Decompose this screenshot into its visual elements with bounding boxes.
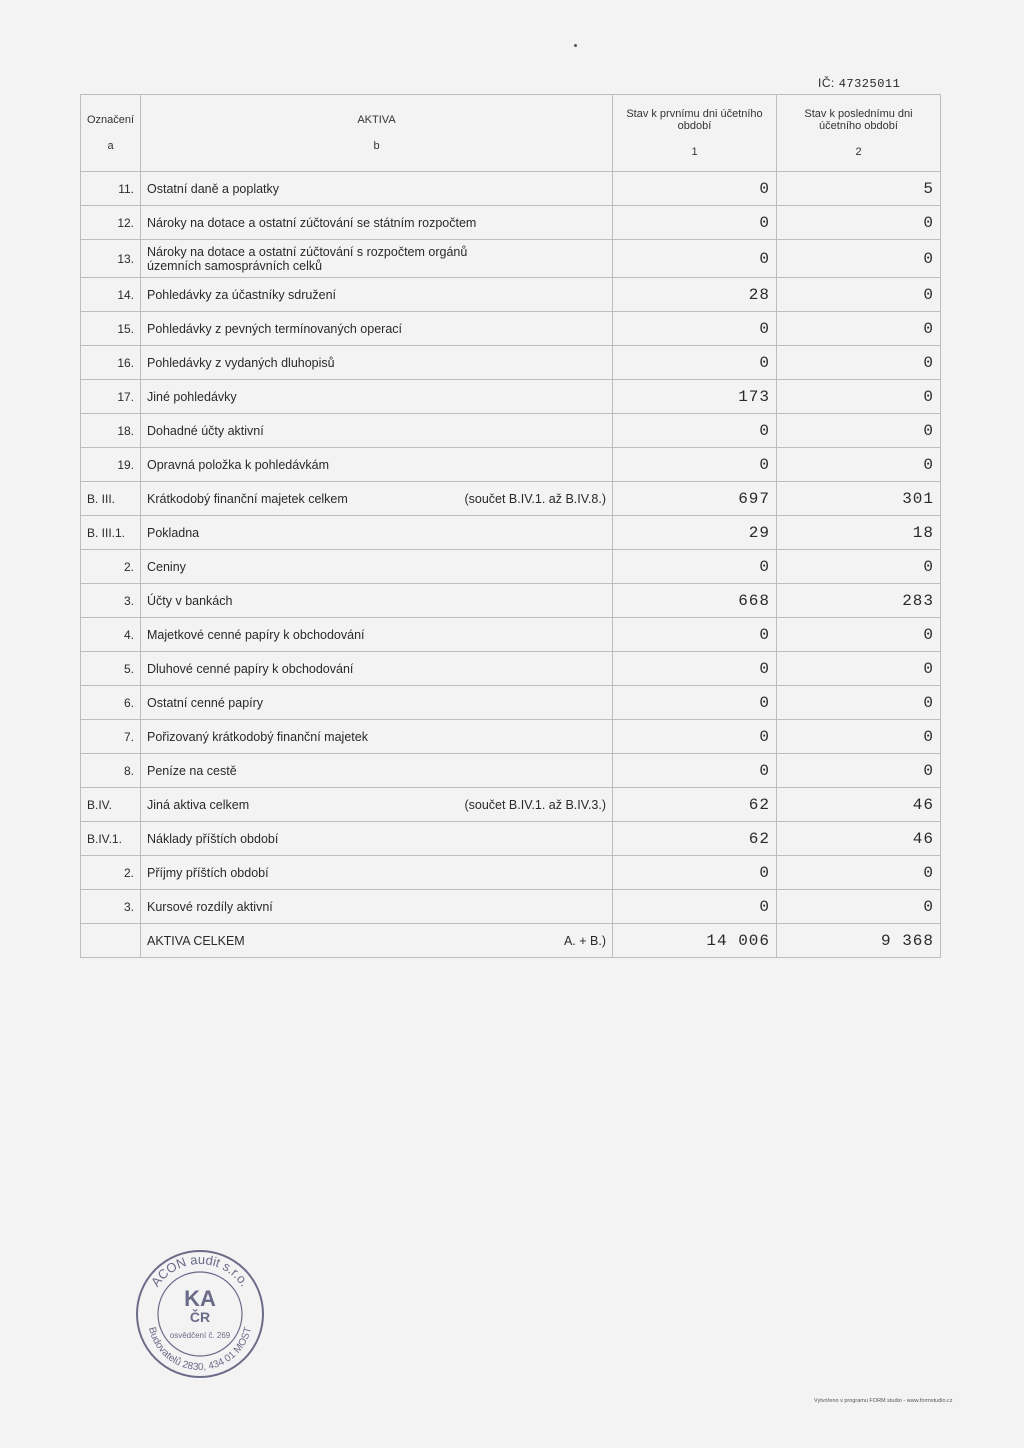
row-code: 13. — [81, 240, 141, 278]
row-description — [141, 278, 613, 312]
value-last-day: 283 — [777, 584, 941, 618]
value-last-day: 0 — [777, 856, 941, 890]
value-first-day: 28 — [613, 278, 777, 312]
row-description — [141, 414, 613, 448]
row-description — [141, 240, 613, 278]
row-code: 7. — [81, 720, 141, 754]
value-first-day: 0 — [613, 312, 777, 346]
row-description — [141, 172, 613, 206]
stamp-ring-bottom-text: Budovatelů 2830, 434 01 MOST — [145, 1325, 255, 1374]
row-description — [141, 720, 613, 754]
header-last-day: Stav k poslednímu dni účetního období 2 — [777, 95, 941, 172]
row-code: B.IV. — [81, 788, 141, 822]
value-first-day: 668 — [613, 584, 777, 618]
table-row — [81, 822, 941, 856]
row-description-text: Nároky na dotace a ostatní zúčtování se státním rozpočtem — [147, 215, 477, 230]
value-first-day: 0 — [613, 240, 777, 278]
row-description-text: Pořizovaný krátkodobý finanční majetek — [147, 729, 368, 744]
row-description-text: Ceniny — [147, 559, 186, 574]
row-note: (součet B.IV.1. až B.IV.8.) — [464, 491, 606, 506]
table-row — [81, 924, 941, 958]
row-description — [141, 822, 613, 856]
value-last-day: 0 — [777, 720, 941, 754]
row-note: A. + B.) — [563, 933, 606, 948]
row-description — [141, 448, 613, 482]
row-description — [141, 550, 613, 584]
row-description-text: Pohledávky z pevných termínovaných operací — [147, 321, 402, 336]
row-code: 2. — [81, 550, 141, 584]
table-row — [81, 240, 941, 278]
table-row — [81, 448, 941, 482]
row-description — [141, 754, 613, 788]
table-row — [81, 516, 941, 550]
value-last-day: 301 — [777, 482, 941, 516]
row-description-text: Kursové rozdíly aktivní — [147, 899, 273, 914]
row-code: 11. — [81, 172, 141, 206]
value-first-day: 173 — [613, 380, 777, 414]
table-row — [81, 686, 941, 720]
value-last-day: 0 — [777, 686, 941, 720]
row-description-text: Pohledávky z vydaných dluhopisů — [147, 355, 335, 370]
row-description — [141, 618, 613, 652]
row-description-text: Příjmy příštích období — [147, 865, 269, 880]
value-last-day: 18 — [777, 516, 941, 550]
value-last-day: 46 — [777, 788, 941, 822]
row-description-text: Náklady příštích období — [147, 831, 279, 846]
row-code: 8. — [81, 754, 141, 788]
value-first-day: 0 — [613, 754, 777, 788]
value-first-day: 0 — [613, 720, 777, 754]
row-description — [141, 686, 613, 720]
table-row — [81, 312, 941, 346]
row-description-text: Nároky na dotace a ostatní zúčtování s rozpočtem orgánů územních samosprávních celků — [147, 244, 468, 273]
table-row — [81, 720, 941, 754]
table-row — [81, 550, 941, 584]
table-row — [81, 172, 941, 206]
row-description-text: Účty v bankách — [147, 593, 233, 608]
row-code: 2. — [81, 856, 141, 890]
row-code: 3. — [81, 584, 141, 618]
table-row — [81, 652, 941, 686]
row-description — [141, 584, 613, 618]
row-description-text: Dluhové cenné papíry k obchodování — [147, 661, 354, 676]
value-first-day: 0 — [613, 686, 777, 720]
value-first-day: 0 — [613, 172, 777, 206]
value-last-day: 0 — [777, 278, 941, 312]
table-row — [81, 754, 941, 788]
value-last-day: 0 — [777, 652, 941, 686]
value-first-day: 29 — [613, 516, 777, 550]
row-description — [141, 890, 613, 924]
value-first-day: 62 — [613, 822, 777, 856]
value-last-day: 0 — [777, 550, 941, 584]
value-last-day: 0 — [777, 380, 941, 414]
header-designation: Označení a — [81, 95, 141, 172]
row-description-text: AKTIVA CELKEM — [147, 933, 245, 948]
stamp-logo-top: KA — [184, 1286, 216, 1311]
row-description — [141, 346, 613, 380]
value-first-day: 0 — [613, 652, 777, 686]
value-last-day: 5 — [777, 172, 941, 206]
ic-label: IČ: — [818, 76, 835, 90]
value-first-day: 0 — [613, 856, 777, 890]
row-description-text: Peníze na cestě — [147, 763, 237, 778]
row-description — [141, 788, 613, 822]
table-row — [81, 482, 941, 516]
value-last-day: 0 — [777, 754, 941, 788]
row-description-text: Majetkové cenné papíry k obchodování — [147, 627, 365, 642]
table-row — [81, 380, 941, 414]
value-last-day: 0 — [777, 890, 941, 924]
stamp-logo-bottom: ČR — [189, 1309, 211, 1325]
row-description-text: Jiná aktiva celkem — [147, 797, 250, 812]
row-description-text: Ostatní daně a poplatky — [147, 181, 280, 196]
value-first-day: 0 — [613, 206, 777, 240]
row-description — [141, 380, 613, 414]
row-code: 17. — [81, 380, 141, 414]
row-note: (součet B.IV.1. až B.IV.3.) — [464, 797, 606, 812]
row-description — [141, 482, 613, 516]
row-code: 19. — [81, 448, 141, 482]
row-code: 14. — [81, 278, 141, 312]
table-row — [81, 618, 941, 652]
row-code: 5. — [81, 652, 141, 686]
table-row — [81, 346, 941, 380]
row-code: 12. — [81, 206, 141, 240]
value-last-day: 0 — [777, 414, 941, 448]
row-code: B. III. — [81, 482, 141, 516]
value-last-day: 9 368 — [777, 924, 941, 958]
value-last-day: 0 — [777, 206, 941, 240]
value-first-day: 62 — [613, 788, 777, 822]
value-first-day: 0 — [613, 890, 777, 924]
row-description — [141, 312, 613, 346]
assets-table — [80, 94, 941, 958]
value-last-day: 0 — [777, 618, 941, 652]
header-first-day: Stav k prvnímu dni účetního období 1 — [613, 95, 777, 172]
ic-number — [818, 76, 900, 91]
stamp-ring-top-text: ACON audit s.r.o. — [147, 1251, 253, 1290]
row-code — [81, 924, 141, 958]
value-first-day: 0 — [613, 618, 777, 652]
row-description — [141, 652, 613, 686]
row-code: 18. — [81, 414, 141, 448]
ic-value: 47325011 — [838, 77, 901, 91]
auditor-stamp — [134, 1248, 266, 1380]
value-first-day: 697 — [613, 482, 777, 516]
row-description-text: Jiné pohledávky — [147, 389, 237, 404]
value-first-day: 0 — [613, 448, 777, 482]
value-first-day: 0 — [613, 346, 777, 380]
value-last-day: 0 — [777, 448, 941, 482]
table-row — [81, 890, 941, 924]
table-header-row — [81, 95, 941, 172]
footer-note: Vytvořeno v programu FORM studio - www.formstudio.cz — [814, 1398, 953, 1404]
row-description-text: Pohledávky za účastníky sdružení — [147, 287, 336, 302]
row-description — [141, 856, 613, 890]
row-code: B.IV.1. — [81, 822, 141, 856]
scan-speck — [574, 44, 577, 47]
row-description-text: Opravná položka k pohledávkám — [147, 457, 330, 472]
value-first-day: 14 006 — [613, 924, 777, 958]
value-last-day: 0 — [777, 240, 941, 278]
stamp-cert: osvědčení č. 269 — [169, 1331, 231, 1340]
header-assets: AKTIVA b — [141, 95, 613, 172]
table-row — [81, 206, 941, 240]
row-description-text: Dohadné účty aktivní — [147, 423, 264, 438]
table-row — [81, 278, 941, 312]
row-description — [141, 206, 613, 240]
table-row — [81, 788, 941, 822]
value-last-day: 46 — [777, 822, 941, 856]
value-first-day: 0 — [613, 414, 777, 448]
table-row — [81, 584, 941, 618]
row-description-text: Krátkodobý finanční majetek celkem — [147, 491, 348, 506]
row-code: 16. — [81, 346, 141, 380]
row-description-text: Ostatní cenné papíry — [147, 695, 264, 710]
row-code: 4. — [81, 618, 141, 652]
value-first-day: 0 — [613, 550, 777, 584]
row-description — [141, 924, 613, 958]
row-code: B. III.1. — [81, 516, 141, 550]
table-row — [81, 856, 941, 890]
row-description-text: Pokladna — [147, 525, 200, 540]
row-description — [141, 516, 613, 550]
table-row — [81, 414, 941, 448]
row-code: 15. — [81, 312, 141, 346]
value-last-day: 0 — [777, 346, 941, 380]
row-code: 3. — [81, 890, 141, 924]
value-last-day: 0 — [777, 312, 941, 346]
row-code: 6. — [81, 686, 141, 720]
